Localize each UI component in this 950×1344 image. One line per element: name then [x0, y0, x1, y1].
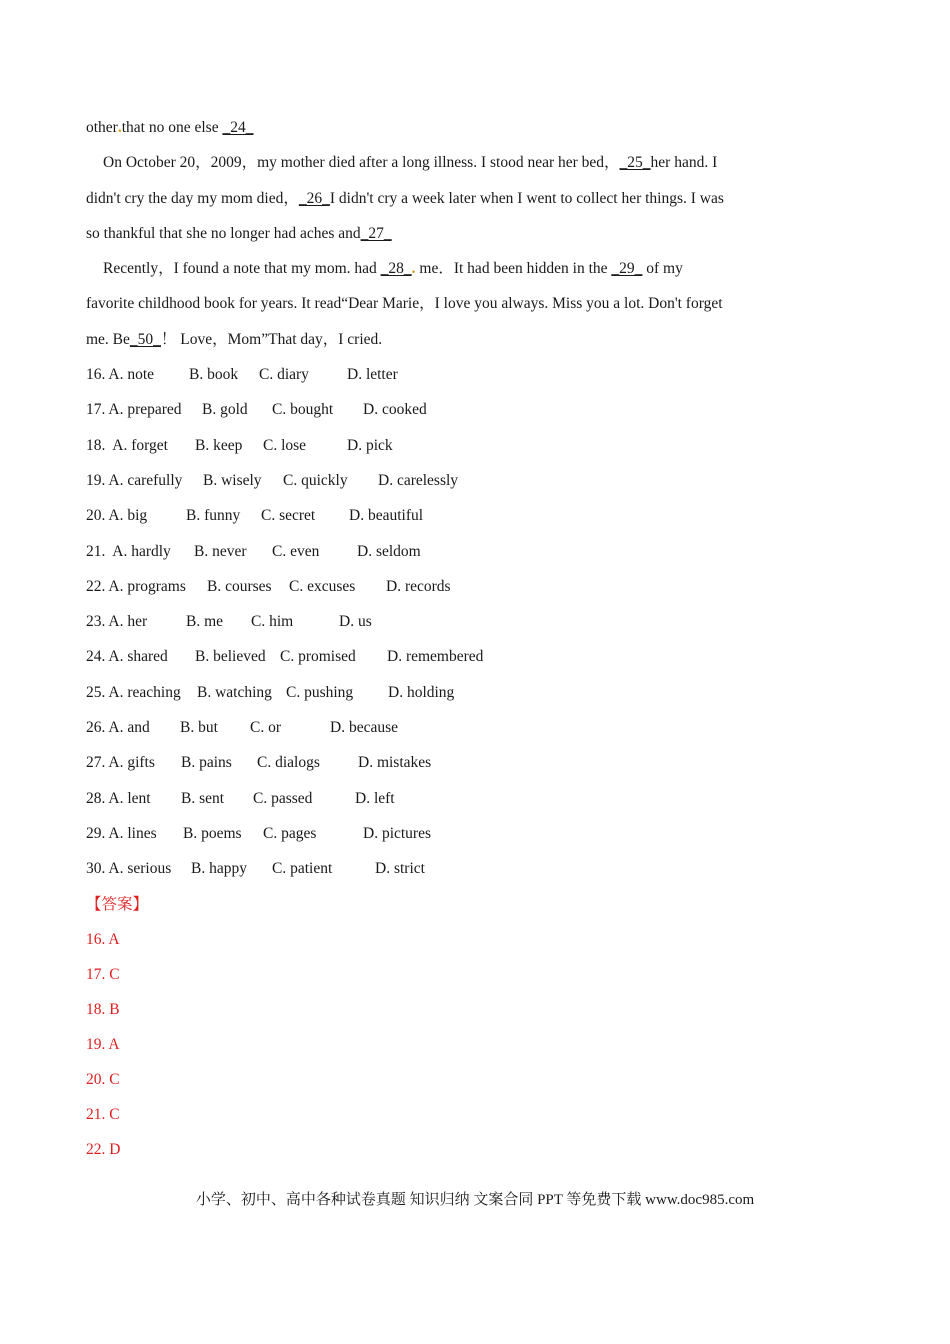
- question-option-b: B. me: [186, 613, 224, 631]
- blank-26: _26_: [298, 189, 330, 207]
- question-option-c: C. him: [251, 613, 294, 631]
- question-option-a: 25. A. reaching: [86, 683, 181, 701]
- question-option-c: C. diary: [259, 366, 309, 384]
- question-option-c: C. even: [272, 542, 320, 560]
- question-option-a: 23. A. her: [86, 613, 148, 631]
- question-option-b: B. gold: [202, 401, 248, 419]
- question-option-a: 19. A. carefully: [86, 471, 183, 489]
- question-option-a: 27. A. gifts: [86, 754, 155, 772]
- question-option-d: D. left: [355, 789, 395, 807]
- question-option-d: D. remembered: [387, 648, 484, 666]
- highlight-dot: .: [117, 119, 122, 136]
- question-option-d: D. seldom: [357, 542, 421, 560]
- passage-text: so thankful that she no longer had aches and: [86, 224, 361, 242]
- blank-50: _50_: [129, 330, 161, 348]
- question-option-b: B. poems: [183, 824, 242, 842]
- page-footer: 小学、初中、高中各种试卷真题 知识归纳 文案合同 PPT 等免费下载 www.doc985.com: [195, 1192, 755, 1208]
- question-row: [86, 675, 786, 710]
- question-option-a: 26. A. and: [86, 719, 150, 737]
- answer-list: [86, 922, 786, 1167]
- blank-24: _24_: [222, 119, 254, 136]
- question-row: [86, 569, 786, 604]
- passage-line-6: [86, 286, 786, 321]
- question-list: [86, 357, 786, 886]
- question-option-d: D. beautiful: [349, 507, 424, 525]
- question-option-b: B. happy: [191, 860, 247, 878]
- question-row: [86, 392, 786, 427]
- question-option-b: B. courses: [207, 577, 272, 595]
- question-option-c: C. quickly: [283, 471, 348, 489]
- answer-item: 20. C: [86, 1070, 120, 1088]
- question-option-c: C. excuses: [289, 577, 356, 595]
- passage-line-3: [86, 181, 786, 216]
- question-option-a: 24. A. shared: [86, 648, 168, 666]
- question-option-d: D. cooked: [363, 401, 427, 419]
- passage-line-7: [86, 322, 786, 357]
- question-option-d: D. holding: [388, 683, 455, 701]
- question-row: [86, 745, 786, 780]
- question-option-c: C. secret: [261, 507, 316, 525]
- question-option-b: B. keep: [195, 436, 243, 454]
- passage-text: Recently，I found a note that my mom. had: [103, 260, 381, 278]
- question-option-a: 29. A. lines: [86, 824, 157, 842]
- passage-text: On October 20，2009，my mother died after a long illness. I stood near her bed，: [103, 154, 620, 172]
- answer-item: 17. C: [86, 965, 120, 983]
- question-option-d: D. pick: [347, 436, 393, 454]
- question-row: [86, 498, 786, 533]
- passage-text: I didn't cry a week later when I went to collect her things. I was: [329, 189, 724, 207]
- question-row: [86, 639, 786, 674]
- passage-line-1: [86, 110, 786, 145]
- question-row: [86, 428, 786, 463]
- answer-item: 16. A: [86, 930, 120, 948]
- blank-28: _28_: [380, 260, 412, 278]
- document-content: [86, 110, 786, 1167]
- passage-text: of my: [642, 260, 683, 278]
- question-option-c: C. patient: [272, 860, 333, 878]
- question-option-b: B. believed: [195, 648, 266, 666]
- question-option-b: B. funny: [186, 507, 241, 525]
- blank-27: _27_: [360, 224, 392, 242]
- question-option-c: C. pushing: [286, 683, 354, 701]
- question-row: [86, 851, 786, 886]
- question-option-a: 16. A. note: [86, 366, 155, 384]
- passage-text: me．It had been hidden in the: [415, 260, 612, 278]
- passage-text: me. Be: [86, 330, 130, 348]
- question-option-d: D. strict: [375, 860, 425, 878]
- question-option-b: B. watching: [197, 683, 272, 701]
- question-row: [86, 534, 786, 569]
- question-row: [86, 781, 786, 816]
- passage-text: favorite childhood book for years. It read“Dear Marie，I love you always. Miss you a lot. Don't forget: [86, 295, 723, 313]
- highlight-dot: .: [411, 260, 416, 278]
- question-option-d: D. records: [386, 577, 451, 595]
- answer-item: 21. C: [86, 1105, 120, 1123]
- question-option-a: 30. A. serious: [86, 860, 172, 878]
- question-option-d: D. carelessly: [378, 471, 459, 489]
- question-option-d: D. because: [330, 719, 398, 737]
- question-option-a: 21. A. hardly: [86, 542, 171, 560]
- question-option-a: 20. A. big: [86, 507, 148, 525]
- question-option-a: 28. A. lent: [86, 789, 151, 807]
- passage-text: that no one else: [121, 119, 223, 136]
- question-row: [86, 604, 786, 639]
- question-option-d: D. pictures: [363, 824, 432, 842]
- question-option-b: B. but: [180, 719, 218, 737]
- question-option-a: 22. A. programs: [86, 577, 186, 595]
- question-option-c: C. bought: [272, 401, 334, 419]
- passage-text: didn't cry the day my mom died，: [86, 189, 299, 207]
- answer-item: 18. B: [86, 1000, 120, 1018]
- question-option-b: B. pains: [181, 754, 232, 772]
- question-row: [86, 357, 786, 392]
- question-option-a: 17. A. prepared: [86, 401, 182, 419]
- question-option-d: D. mistakes: [358, 754, 432, 772]
- blank-29: _29_: [611, 260, 643, 278]
- question-row: [86, 710, 786, 745]
- question-option-b: B. book: [189, 366, 239, 384]
- question-row: [86, 463, 786, 498]
- question-option-a: 18. A. forget: [86, 436, 168, 454]
- question-option-b: B. never: [194, 542, 247, 560]
- answer-item: 22. D: [86, 1140, 121, 1158]
- question-option-c: C. lose: [263, 436, 307, 454]
- question-option-c: C. pages: [263, 824, 317, 842]
- question-option-d: D. letter: [347, 366, 398, 384]
- question-option-c: C. dialogs: [257, 754, 320, 772]
- question-option-b: B. sent: [181, 789, 225, 807]
- blank-25: _25_: [619, 154, 651, 172]
- passage-text: her hand. I: [650, 154, 718, 172]
- passage-line-5: [86, 251, 786, 286]
- passage-line-4: [86, 216, 786, 251]
- answer-heading: 【答案】: [86, 895, 149, 913]
- passage-line-2: [86, 145, 786, 180]
- passage-text: ！ Love，Mom”That day，I cried.: [160, 330, 383, 348]
- question-option-c: C. or: [250, 719, 281, 737]
- question-option-c: C. passed: [253, 789, 313, 807]
- passage-text: other: [86, 119, 118, 136]
- question-option-d: D. us: [339, 613, 372, 631]
- question-row: [86, 816, 786, 851]
- question-option-b: B. wisely: [203, 471, 262, 489]
- answer-item: 19. A: [86, 1035, 120, 1053]
- question-option-c: C. promised: [280, 648, 356, 666]
